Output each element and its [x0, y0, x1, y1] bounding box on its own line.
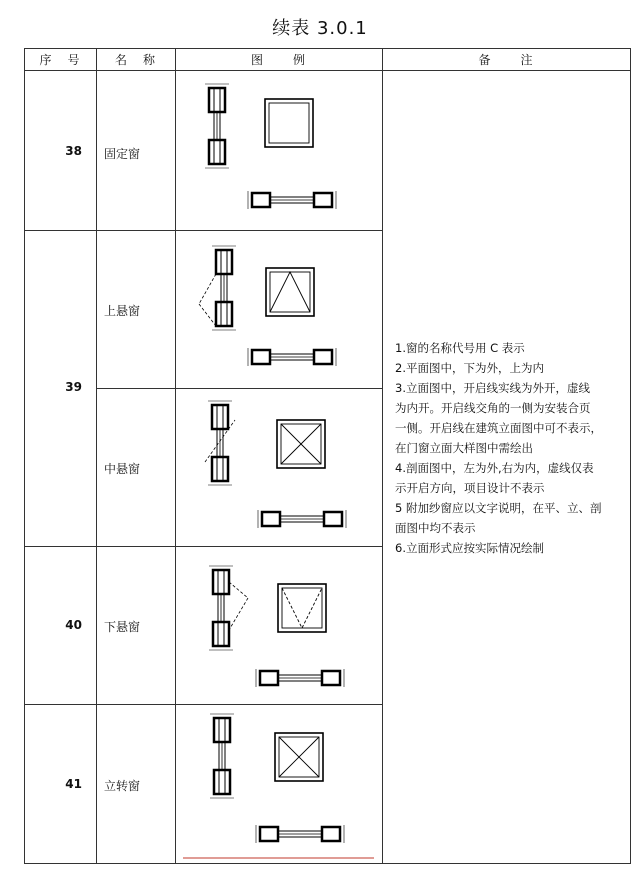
note-line: 为内开。开启线交角的一侧为安装合页: [395, 401, 591, 415]
note-line: 6.立面形式应按实际情况绘制: [395, 541, 544, 555]
vertical-pivot-window-drawing: [210, 714, 344, 843]
row-number: 38: [65, 144, 82, 158]
note-line: 在门窗立面大样图中需绘出: [395, 441, 533, 455]
top-hung-window-drawing: [199, 246, 336, 366]
fixed-window-drawing: [205, 84, 336, 209]
header-number: 序 号: [39, 53, 82, 67]
row-number: 40: [65, 618, 82, 632]
page-title: 续表 3.0.1: [272, 18, 368, 39]
row-name: 上悬窗: [104, 304, 141, 318]
header-remarks: 备 注: [478, 53, 535, 67]
row-number: 41: [65, 777, 82, 791]
note-line: 一侧。开启线在建筑立面图中可不表示，: [395, 421, 602, 435]
row-number: 39: [65, 380, 82, 394]
note-line: 5 附加纱窗应以文字说明，在平、立、剖: [395, 501, 602, 515]
row-name: 立转窗: [104, 779, 141, 793]
note-line: 3.立面图中，开启线实线为外开，虚线: [395, 381, 590, 395]
note-line: 面图中均不表示: [395, 521, 476, 535]
remarks-notes: [395, 338, 630, 558]
center-pivot-window-drawing: [205, 401, 346, 528]
note-line: 1.窗的名称代号用 C 表示: [395, 341, 525, 355]
note-line: 示开启方向，项目设计不表示: [395, 481, 545, 495]
header-name: 名 称: [114, 53, 157, 67]
note-line: 4.剖面图中，左为外,右为内，虚线仅表: [395, 461, 594, 475]
bottom-hung-window-drawing: [209, 566, 344, 687]
row-name: 中悬窗: [104, 462, 141, 476]
row-name: 固定窗: [104, 147, 141, 161]
note-line: 2.平面图中，下为外，上为内: [395, 361, 544, 375]
header-legend: 图 例: [250, 53, 307, 67]
row-name: 下悬窗: [104, 620, 141, 634]
